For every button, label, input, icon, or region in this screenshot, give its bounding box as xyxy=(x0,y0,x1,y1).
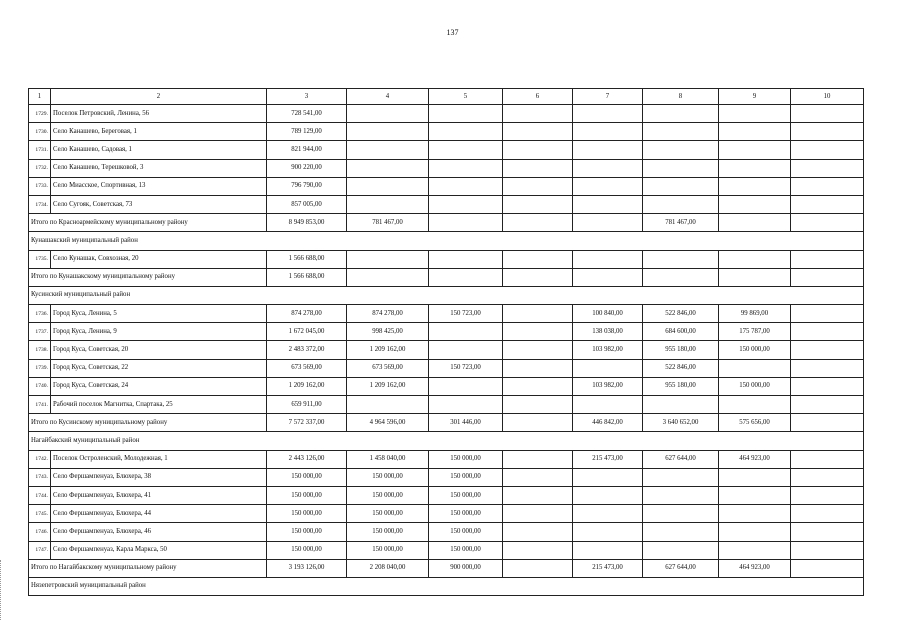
amount-cell xyxy=(503,341,573,359)
amount-cell xyxy=(719,486,791,504)
total-value: 2 208 040,00 xyxy=(347,559,429,577)
amount-cell xyxy=(719,359,791,377)
amount-cell xyxy=(719,123,791,141)
amount-cell xyxy=(429,195,503,213)
amount-cell: 1 209 162,00 xyxy=(347,341,429,359)
amount-cell xyxy=(347,396,429,414)
amount-cell xyxy=(719,396,791,414)
address-cell: Село Кунашак, Совхозная, 20 xyxy=(51,250,267,268)
table-row xyxy=(29,541,864,559)
amount-cell xyxy=(719,541,791,559)
table-row xyxy=(29,359,864,377)
table-body xyxy=(29,89,864,596)
address-cell: Село Миасское, Спортивная, 13 xyxy=(51,177,267,195)
row-number: 1730. xyxy=(29,123,51,141)
amount-cell: 150 000,00 xyxy=(429,541,503,559)
amount-cell xyxy=(719,195,791,213)
amount-cell: 627 644,00 xyxy=(643,450,719,468)
amount-cell xyxy=(791,141,864,159)
table-row xyxy=(29,159,864,177)
amount-cell xyxy=(573,486,643,504)
section-title: Кунашакский муниципальный район xyxy=(29,232,864,250)
amount-cell xyxy=(347,195,429,213)
total-row xyxy=(29,414,864,432)
row-number: 1747. xyxy=(29,541,51,559)
amount-cell xyxy=(573,159,643,177)
row-number: 1740. xyxy=(29,377,51,395)
address-cell: Село Канашево, Терешковой, 3 xyxy=(51,159,267,177)
amount-cell: 2 483 372,00 xyxy=(267,341,347,359)
amount-cell xyxy=(347,141,429,159)
total-value: 7 572 337,00 xyxy=(267,414,347,432)
amount-cell xyxy=(791,359,864,377)
amount-cell xyxy=(503,105,573,123)
total-label: Итого по Нагайбакскому муниципальному району xyxy=(29,559,267,577)
amount-cell xyxy=(429,396,503,414)
amount-cell xyxy=(503,195,573,213)
row-number: 1743. xyxy=(29,468,51,486)
amount-cell: 150 000,00 xyxy=(267,523,347,541)
amount-cell: 150 000,00 xyxy=(429,486,503,504)
amount-cell xyxy=(719,177,791,195)
total-value xyxy=(347,268,429,286)
address-cell: Поселок Петровский, Ленина, 56 xyxy=(51,105,267,123)
total-value: 627 644,00 xyxy=(643,559,719,577)
amount-cell xyxy=(503,450,573,468)
amount-cell: 659 911,00 xyxy=(267,396,347,414)
amount-cell xyxy=(791,486,864,504)
column-header-4: 4 xyxy=(347,89,429,105)
page-number: 137 xyxy=(446,28,459,37)
address-cell: Село Фершампенуаз, Блюхера, 46 xyxy=(51,523,267,541)
section-title: Нязепетровский муниципальный район xyxy=(29,577,864,595)
row-number: 1739. xyxy=(29,359,51,377)
row-number: 1732. xyxy=(29,159,51,177)
amount-cell: 150 000,00 xyxy=(347,505,429,523)
amount-cell xyxy=(429,323,503,341)
amount-cell xyxy=(791,341,864,359)
table-row xyxy=(29,523,864,541)
row-number: 1733. xyxy=(29,177,51,195)
amount-cell: 150 000,00 xyxy=(267,486,347,504)
section-row xyxy=(29,232,864,250)
amount-cell xyxy=(643,505,719,523)
amount-cell: 900 220,00 xyxy=(267,159,347,177)
amount-cell xyxy=(429,377,503,395)
amount-cell xyxy=(503,305,573,323)
total-value: 3 640 652,00 xyxy=(643,414,719,432)
amount-cell xyxy=(643,250,719,268)
amount-cell: 150 000,00 xyxy=(429,468,503,486)
amount-cell xyxy=(503,377,573,395)
section-row xyxy=(29,577,864,595)
total-value: 464 923,00 xyxy=(719,559,791,577)
amount-cell: 103 982,00 xyxy=(573,341,643,359)
amount-cell: 150 000,00 xyxy=(719,377,791,395)
total-value xyxy=(503,559,573,577)
total-value xyxy=(503,414,573,432)
total-value: 446 842,00 xyxy=(573,414,643,432)
amount-cell: 215 473,00 xyxy=(573,450,643,468)
total-value xyxy=(573,268,643,286)
section-row xyxy=(29,286,864,304)
amount-cell xyxy=(719,523,791,541)
section-title: Кусинский муниципальный район xyxy=(29,286,864,304)
amount-cell xyxy=(791,450,864,468)
amount-cell xyxy=(503,505,573,523)
row-number: 1737. xyxy=(29,323,51,341)
total-row xyxy=(29,268,864,286)
table-row xyxy=(29,123,864,141)
row-number: 1736. xyxy=(29,305,51,323)
amount-cell xyxy=(791,250,864,268)
amount-cell xyxy=(573,523,643,541)
amount-cell: 175 787,00 xyxy=(719,323,791,341)
amount-cell xyxy=(573,250,643,268)
amount-cell xyxy=(573,105,643,123)
amount-cell xyxy=(573,195,643,213)
total-value xyxy=(429,214,503,232)
amount-cell xyxy=(643,195,719,213)
table-row xyxy=(29,341,864,359)
amount-cell xyxy=(429,250,503,268)
amount-cell xyxy=(643,159,719,177)
address-cell: Село Сугояк, Советская, 73 xyxy=(51,195,267,213)
amount-cell: 998 425,00 xyxy=(347,323,429,341)
table-row xyxy=(29,250,864,268)
amount-cell xyxy=(503,141,573,159)
total-value: 3 193 126,00 xyxy=(267,559,347,577)
section-row xyxy=(29,432,864,450)
table-row xyxy=(29,450,864,468)
table-row xyxy=(29,468,864,486)
column-header-3: 3 xyxy=(267,89,347,105)
amount-cell xyxy=(791,195,864,213)
amount-cell xyxy=(643,486,719,504)
amount-cell xyxy=(503,159,573,177)
table-header-row xyxy=(29,89,864,105)
address-cell: Село Канашево, Садовая, 1 xyxy=(51,141,267,159)
amount-cell: 150 000,00 xyxy=(429,523,503,541)
total-label: Итого по Красноармейскому муниципальному району xyxy=(29,214,267,232)
table-row xyxy=(29,486,864,504)
total-value: 301 446,00 xyxy=(429,414,503,432)
amount-cell: 1 672 045,00 xyxy=(267,323,347,341)
amount-cell xyxy=(791,159,864,177)
amount-cell xyxy=(791,505,864,523)
amount-cell xyxy=(791,305,864,323)
total-value xyxy=(503,268,573,286)
total-value: 781 467,00 xyxy=(347,214,429,232)
amount-cell: 138 038,00 xyxy=(573,323,643,341)
total-value: 575 656,00 xyxy=(719,414,791,432)
row-number: 1735. xyxy=(29,250,51,268)
amount-cell xyxy=(503,250,573,268)
amount-cell xyxy=(643,541,719,559)
amount-cell: 673 569,00 xyxy=(267,359,347,377)
address-cell: Город Куса, Ленина, 5 xyxy=(51,305,267,323)
total-value xyxy=(719,268,791,286)
address-cell: Рабочий поселок Магнитка, Спартака, 25 xyxy=(51,396,267,414)
total-value: 900 000,00 xyxy=(429,559,503,577)
amount-cell: 821 944,00 xyxy=(267,141,347,159)
row-number: 1745. xyxy=(29,505,51,523)
amount-cell xyxy=(643,177,719,195)
table-row xyxy=(29,105,864,123)
amount-cell: 2 443 126,00 xyxy=(267,450,347,468)
amount-cell xyxy=(643,523,719,541)
amount-cell xyxy=(791,323,864,341)
amount-cell xyxy=(503,541,573,559)
amount-cell xyxy=(347,123,429,141)
total-value: 1 566 688,00 xyxy=(267,268,347,286)
amount-cell: 673 569,00 xyxy=(347,359,429,377)
amount-cell xyxy=(503,468,573,486)
amount-cell: 1 209 162,00 xyxy=(267,377,347,395)
amount-cell xyxy=(719,468,791,486)
amount-cell: 150 723,00 xyxy=(429,359,503,377)
table-row xyxy=(29,177,864,195)
amount-cell: 150 000,00 xyxy=(347,468,429,486)
address-cell: Село Фершампенуаз, Блюхера, 44 xyxy=(51,505,267,523)
amount-cell xyxy=(719,105,791,123)
amount-cell: 150 000,00 xyxy=(347,523,429,541)
total-value xyxy=(791,214,864,232)
amount-cell xyxy=(503,523,573,541)
table-row xyxy=(29,505,864,523)
amount-cell: 103 982,00 xyxy=(573,377,643,395)
amount-cell: 728 541,00 xyxy=(267,105,347,123)
total-label: Итого по Кусинскому муниципальному району xyxy=(29,414,267,432)
total-value: 4 964 596,00 xyxy=(347,414,429,432)
amount-cell xyxy=(573,396,643,414)
amount-cell: 874 278,00 xyxy=(347,305,429,323)
amount-cell xyxy=(573,505,643,523)
amount-cell xyxy=(429,141,503,159)
scan-edge-marks xyxy=(0,560,3,620)
amount-cell xyxy=(347,177,429,195)
amount-cell xyxy=(643,105,719,123)
address-cell: Село Фершампенуаз, Блюхера, 38 xyxy=(51,468,267,486)
amount-cell: 522 846,00 xyxy=(643,359,719,377)
amount-cell xyxy=(643,396,719,414)
table-row xyxy=(29,377,864,395)
address-cell: Село Фершампенуаз, Карла Маркса, 50 xyxy=(51,541,267,559)
amount-cell: 150 000,00 xyxy=(719,341,791,359)
column-header-2: 2 xyxy=(51,89,267,105)
row-number: 1746. xyxy=(29,523,51,541)
amount-cell xyxy=(503,359,573,377)
amount-cell: 789 129,00 xyxy=(267,123,347,141)
amount-cell xyxy=(503,396,573,414)
amount-cell: 1 209 162,00 xyxy=(347,377,429,395)
column-header-10: 10 xyxy=(791,89,864,105)
total-value xyxy=(643,268,719,286)
total-value xyxy=(573,214,643,232)
column-header-7: 7 xyxy=(573,89,643,105)
row-number: 1731. xyxy=(29,141,51,159)
amount-cell xyxy=(719,505,791,523)
amount-cell xyxy=(573,359,643,377)
amount-cell: 1 566 688,00 xyxy=(267,250,347,268)
column-header-5: 5 xyxy=(429,89,503,105)
amount-cell: 955 180,00 xyxy=(643,377,719,395)
amount-cell xyxy=(503,177,573,195)
amount-cell xyxy=(791,468,864,486)
amount-cell xyxy=(643,141,719,159)
row-number: 1734. xyxy=(29,195,51,213)
address-cell: Город Куса, Советская, 22 xyxy=(51,359,267,377)
row-number: 1729. xyxy=(29,105,51,123)
total-label: Итого по Кунашакскому муниципальному району xyxy=(29,268,267,286)
amount-cell: 150 000,00 xyxy=(347,541,429,559)
total-row xyxy=(29,214,864,232)
amount-cell xyxy=(791,105,864,123)
amount-cell xyxy=(719,159,791,177)
total-row xyxy=(29,559,864,577)
row-number: 1742. xyxy=(29,450,51,468)
total-value xyxy=(429,268,503,286)
address-cell: Поселок Остроленский, Молодежная, 1 xyxy=(51,450,267,468)
table-row xyxy=(29,305,864,323)
table-row xyxy=(29,195,864,213)
row-number: 1744. xyxy=(29,486,51,504)
amount-cell xyxy=(429,123,503,141)
amount-cell xyxy=(791,523,864,541)
amount-cell: 150 000,00 xyxy=(267,541,347,559)
amount-cell xyxy=(573,177,643,195)
amount-cell xyxy=(347,159,429,177)
address-cell: Село Канашево, Береговая, 1 xyxy=(51,123,267,141)
amount-cell xyxy=(429,105,503,123)
column-header-6: 6 xyxy=(503,89,573,105)
amount-cell: 100 840,00 xyxy=(573,305,643,323)
total-value xyxy=(791,414,864,432)
amount-cell: 150 723,00 xyxy=(429,305,503,323)
amount-cell: 150 000,00 xyxy=(267,505,347,523)
amount-cell xyxy=(347,250,429,268)
amount-cell xyxy=(347,105,429,123)
amount-cell: 150 000,00 xyxy=(347,486,429,504)
amount-cell: 684 600,00 xyxy=(643,323,719,341)
total-value xyxy=(791,268,864,286)
address-cell: Город Куса, Ленина, 9 xyxy=(51,323,267,341)
budget-table xyxy=(28,88,864,596)
amount-cell xyxy=(791,541,864,559)
amount-cell xyxy=(791,177,864,195)
amount-cell: 857 005,00 xyxy=(267,195,347,213)
total-value xyxy=(503,214,573,232)
amount-cell xyxy=(503,486,573,504)
address-cell: Город Куса, Советская, 20 xyxy=(51,341,267,359)
address-cell: Город Куса, Советская, 24 xyxy=(51,377,267,395)
column-header-9: 9 xyxy=(719,89,791,105)
amount-cell xyxy=(791,377,864,395)
amount-cell xyxy=(643,468,719,486)
amount-cell: 150 000,00 xyxy=(429,505,503,523)
total-value: 781 467,00 xyxy=(643,214,719,232)
amount-cell xyxy=(429,159,503,177)
amount-cell: 150 000,00 xyxy=(267,468,347,486)
amount-cell xyxy=(643,123,719,141)
total-value xyxy=(791,559,864,577)
column-header-8: 8 xyxy=(643,89,719,105)
total-value xyxy=(719,214,791,232)
amount-cell xyxy=(573,468,643,486)
amount-cell: 150 000,00 xyxy=(429,450,503,468)
amount-cell: 522 846,00 xyxy=(643,305,719,323)
amount-cell: 955 180,00 xyxy=(643,341,719,359)
amount-cell xyxy=(429,341,503,359)
amount-cell xyxy=(791,123,864,141)
amount-cell xyxy=(573,123,643,141)
table-row xyxy=(29,141,864,159)
table-row xyxy=(29,323,864,341)
row-number: 1741. xyxy=(29,396,51,414)
amount-cell xyxy=(429,177,503,195)
section-title: Нагайбакский муниципальный район xyxy=(29,432,864,450)
amount-cell: 874 278,00 xyxy=(267,305,347,323)
address-cell: Село Фершампенуаз, Блюхера, 41 xyxy=(51,486,267,504)
total-value: 215 473,00 xyxy=(573,559,643,577)
amount-cell xyxy=(719,141,791,159)
table-row xyxy=(29,396,864,414)
amount-cell xyxy=(791,396,864,414)
amount-cell: 99 869,00 xyxy=(719,305,791,323)
amount-cell: 1 458 040,00 xyxy=(347,450,429,468)
column-header-1: 1 xyxy=(29,89,51,105)
amount-cell: 796 790,00 xyxy=(267,177,347,195)
amount-cell xyxy=(573,541,643,559)
amount-cell xyxy=(503,323,573,341)
amount-cell xyxy=(719,250,791,268)
amount-cell xyxy=(503,123,573,141)
amount-cell xyxy=(573,141,643,159)
amount-cell: 464 923,00 xyxy=(719,450,791,468)
row-number: 1738. xyxy=(29,341,51,359)
total-value: 8 949 853,00 xyxy=(267,214,347,232)
